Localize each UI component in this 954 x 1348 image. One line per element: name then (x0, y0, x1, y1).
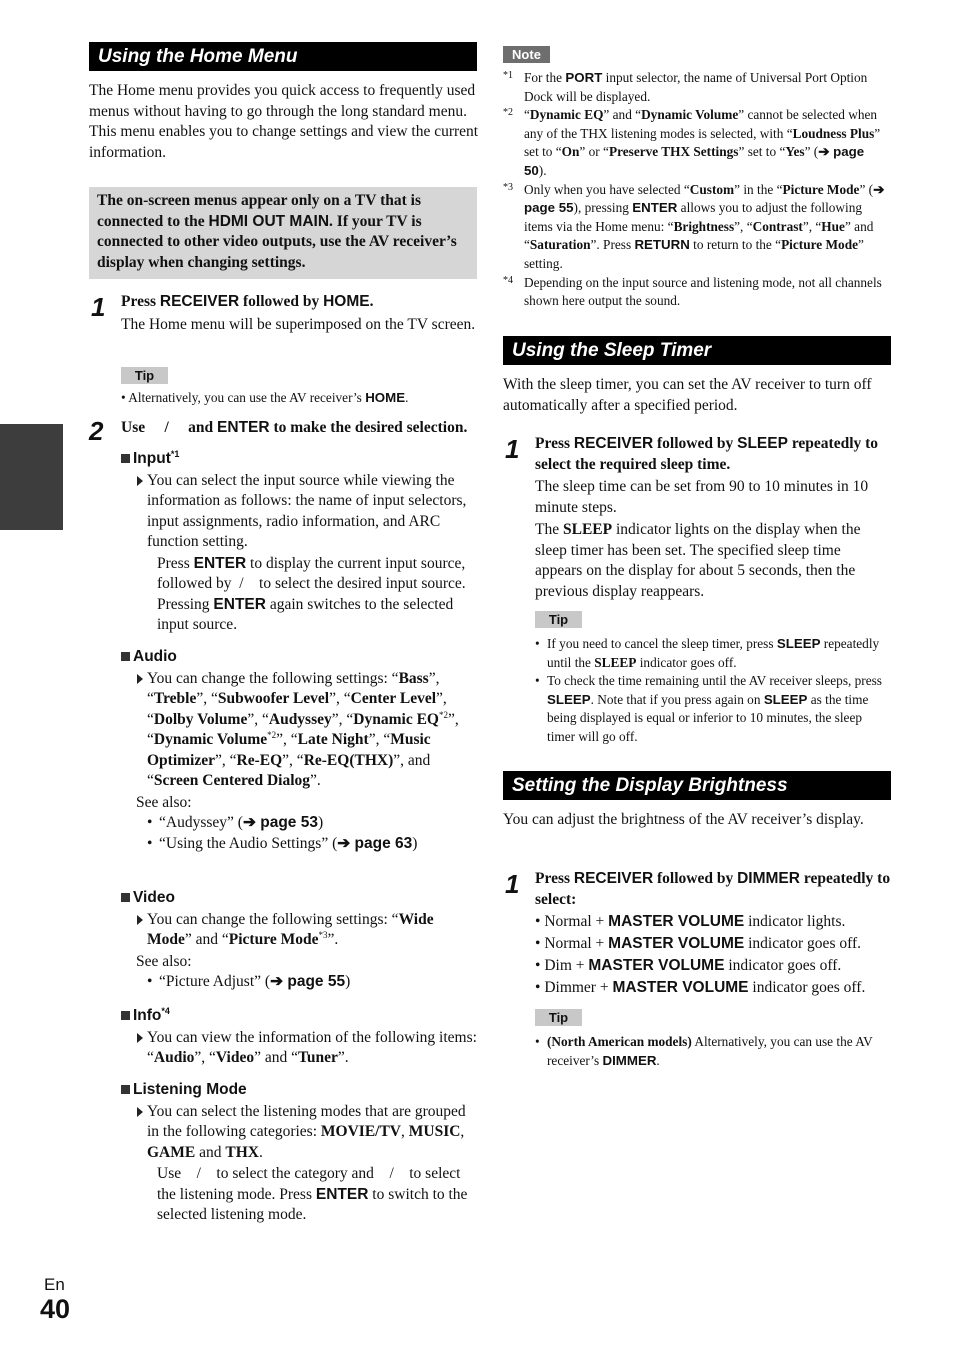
triangle-arrow-icon (137, 1033, 143, 1043)
menu-item-listening-mode-label: Listening Mode (121, 1080, 481, 1101)
menu-item-video-label: Video (121, 888, 481, 909)
dimmer-option-state: indicator goes off. (724, 957, 842, 974)
dimmer-option (535, 955, 891, 977)
step-1-body: The Home menu will be superimposed on the TV screen. (121, 315, 476, 333)
sleep-tip-1: • If you need to cancel the sleep timer, press SLEEP repeatedly until the SLEEP indicator goes off. (535, 635, 889, 672)
triangle-arrow-icon (137, 476, 143, 486)
step-1-title: Press RECEIVER followed by HOME. (121, 293, 374, 310)
dimmer-option-level: Dim + (544, 957, 589, 974)
sleep-step-body-1: The sleep time can be set from 90 to 10 minutes in 10 minute steps. (535, 478, 869, 516)
dimmer-option-state: indicator lights. (744, 913, 846, 930)
see-also-label: See also: (136, 793, 192, 811)
sleep-step-title: Press RECEIVER followed by SLEEP repeatedly to select the required sleep time. (535, 435, 879, 473)
dimmer-option-level: Normal + (544, 935, 609, 952)
menu-item-info (121, 1006, 481, 1069)
home-menu-intro: The Home menu provides you quick access to frequently used menus without having to go through the long standard menu. This menu enables you to change settings and view the current information. (89, 82, 479, 161)
triangle-arrow-icon (137, 1107, 143, 1117)
square-bullet-icon (121, 454, 130, 463)
menu-item-listening-mode (121, 1080, 481, 1226)
dimmer-tips (535, 1033, 889, 1070)
dimmer-option-indicator: MASTER VOLUME (612, 979, 749, 996)
menu-item-input-desc: You can select the input source while viewing the information as follows: the name of input selectors, input assignments, radio information, and ARC function setting. (121, 471, 481, 553)
menu-item-audio-label: Audio (121, 647, 481, 668)
see-also-link[interactable]: • “Using the Audio Settings” (➔ page 63) (147, 834, 481, 855)
tip-home: • Alternatively, you can use the AV receiver’s HOME. (121, 390, 409, 405)
square-bullet-icon (121, 1085, 130, 1094)
step-number: 1 (91, 292, 106, 322)
footnote-3: *3 Only when you have selected “Custom” in the “Picture Mode” (➔ page 55), pressing ENTER allows you to adjust the following items via the Home menu: “Brightness”, “Contrast”, “Hue” and “Saturation”. Press RETURN to return to the “Picture Mode” setting. (503, 181, 885, 271)
menu-item-input (121, 449, 481, 636)
section-header-sleep-timer: Using the Sleep Timer (503, 336, 891, 365)
step-number: 2 (89, 416, 104, 446)
dimmer-option-level: Normal + (544, 913, 609, 930)
dimmer-option (535, 977, 891, 999)
menu-item-video-desc: You can change the following settings: “Wide Mode” and “Picture Mode$^{*3}$”. (121, 910, 481, 951)
section-header-home-menu: Using the Home Menu (89, 42, 477, 71)
menu-item-info-label: Info$^{*4}$ (121, 1006, 481, 1027)
see-also-label: See also: (136, 952, 192, 970)
sleep-tips (535, 635, 889, 747)
dimmer-step-title: Press RECEIVER followed by DIMMER repeatedly to select: (535, 870, 891, 908)
footnote-4: *4 Depending on the input source and listening mode, not all channels shown here output the sound. (503, 274, 882, 309)
footnotes (503, 69, 889, 311)
bullet: • (535, 913, 545, 930)
square-bullet-icon (121, 1011, 130, 1020)
tip-badge: Tip (121, 367, 168, 384)
hdmi-notice-box: The on-screen menus appear only on a TV that is connected to the HDMI OUT MAIN. If your TV is connected to other video outputs, use the AV receiver’s display when changing settings. (89, 187, 477, 279)
dimmer-option-list (535, 911, 891, 999)
see-also-link[interactable]: • “Picture Adjust” (➔ page 55) (147, 972, 481, 993)
menu-item-video (121, 888, 481, 993)
dimmer-tip: • (North American models) Alternatively, you can use the AV receiver’s DIMMER. (535, 1033, 889, 1070)
page-number: 40 (40, 1294, 71, 1324)
square-bullet-icon (121, 893, 130, 902)
audio-see-also-list (121, 813, 481, 854)
dimmer-option-state: indicator goes off. (748, 979, 866, 996)
bullet: • (535, 979, 545, 996)
note-badge: Note (503, 46, 550, 63)
section-header-display-brightness: Setting the Display Brightness (503, 771, 891, 800)
triangle-arrow-icon (137, 915, 143, 925)
dimmer-option (535, 911, 891, 933)
brightness-intro: You can adjust the brightness of the AV receiver’s display. (503, 811, 864, 828)
square-bullet-icon (121, 652, 130, 661)
dimmer-option-level: Dimmer + (544, 979, 613, 996)
menu-item-listening-mode-desc: You can select the listening modes that are grouped in the following categories: MOVIE/TV, MUSIC, GAME and THX. (121, 1102, 481, 1164)
dimmer-option-indicator: MASTER VOLUME (608, 913, 745, 930)
menu-item-audio-desc: You can change the following settings: “Bass”, “Treble”, “Subwoofer Level”, “Center Level”, “Dolby Volume”, “Audyssey”, “Dynamic EQ$^{*2}$”, “Dynamic Volume$^{*2}$”, “Late Night”, “Music Optimizer”, “Re-EQ”, “Re-EQ(THX)”, and “Screen Centered Dialog”. (121, 669, 481, 792)
bullet: • (535, 935, 545, 952)
dimmer-option-indicator: MASTER VOLUME (608, 935, 745, 952)
see-also-link[interactable]: • “Audyssey” (➔ page 53) (147, 813, 481, 834)
menu-item-info-desc: You can view the information of the following items: “Audio”, “Video” and “Tuner”. (121, 1028, 481, 1069)
tip-badge: Tip (535, 1009, 582, 1026)
footnote-1: *1 For the PORT input selector, the name of Universal Port Option Dock will be displayed. (503, 70, 868, 104)
tip-badge: Tip (535, 611, 582, 628)
dimmer-option-indicator: MASTER VOLUME (588, 957, 725, 974)
language-label: En (44, 1275, 65, 1294)
bullet: • (535, 957, 545, 974)
footnote-2: *2 “Dynamic EQ” and “Dynamic Volume” cannot be selected when any of the THX listening modes is selected, with “Loudness Plus” set to “On” or “Preserve THX Settings” set to “Yes” (➔ page 50). (503, 107, 881, 178)
step-number: 1 (505, 869, 520, 899)
triangle-arrow-icon (137, 674, 143, 684)
menu-item-input-label: Input$^{*1}$ (121, 449, 481, 470)
step-2-title: Use / and ENTER to make the desired selection. (121, 419, 468, 436)
sleep-intro: With the sleep timer, you can set the AV receiver to turn off automatically after a specified period. (503, 376, 872, 414)
step-1 (121, 292, 481, 335)
sleep-tip-2: • To check the time remaining until the AV receiver sleeps, press SLEEP. Note that if you press again on SLEEP as the time being displayed is equal or inferior to 10 minutes, the sleep timer will go off. (535, 672, 889, 746)
side-tab-marker (0, 424, 63, 530)
menu-item-listening-mode-detail: Use / to select the category and / to select the listening mode. Press ENTER to switch to the selected listening mode. (157, 1165, 468, 1223)
sleep-step-body-2: The SLEEP indicator lights on the display when the sleep timer has been set. The specified sleep time appears on the display for about 5 seconds, then the previous display reappears. (535, 521, 861, 600)
menu-item-input-detail: Press ENTER to display the current input source, followed by / to select the desired input source. Pressing ENTER again switches to the selected input source. (157, 554, 466, 633)
step-number: 1 (505, 434, 520, 464)
dimmer-option (535, 933, 891, 955)
dimmer-option-state: indicator goes off. (744, 935, 862, 952)
dimmer-step (535, 869, 891, 999)
sleep-step (535, 434, 891, 602)
video-see-also-list (121, 972, 481, 993)
menu-item-audio (121, 647, 481, 854)
